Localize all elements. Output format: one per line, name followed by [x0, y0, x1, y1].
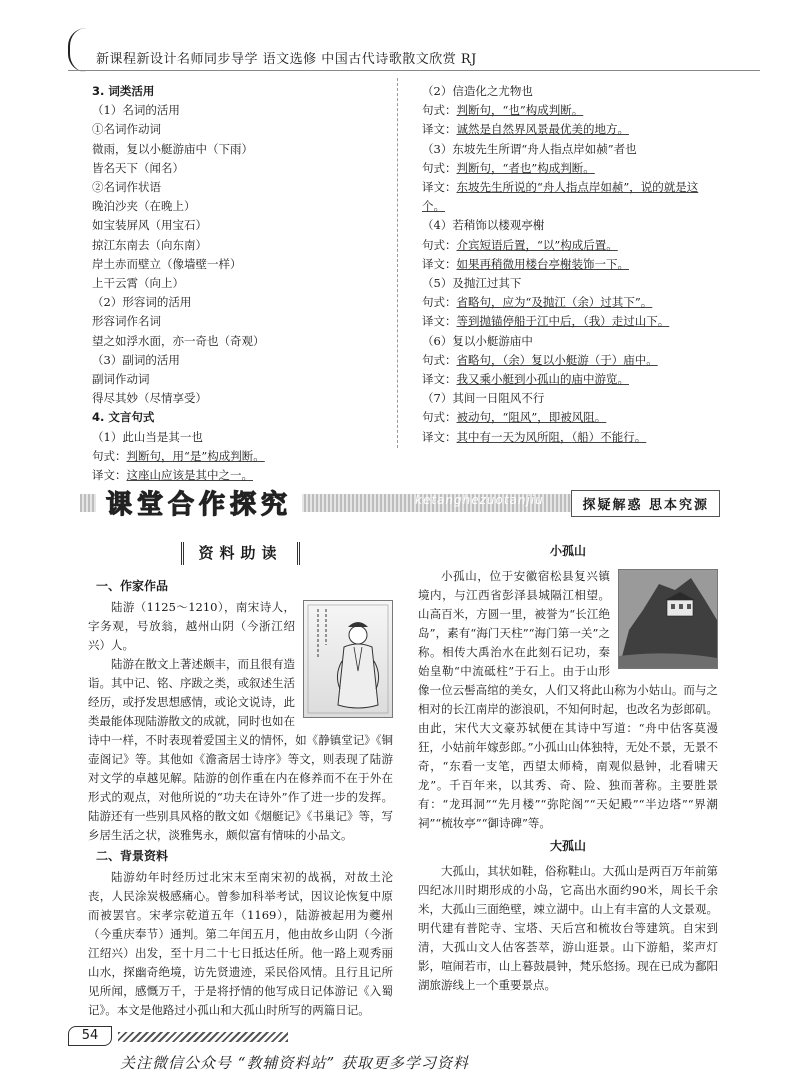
note-line: 上干云霄（向上） [92, 276, 184, 291]
materials-column-left [88, 538, 393, 1020]
note-line: 形容词作名词 [92, 314, 161, 329]
note-answer-label: 译文： [422, 256, 457, 271]
note-answer-label: 句式： [422, 410, 457, 425]
materials-box-title [88, 542, 393, 565]
paragraph: 陆游（1125～1210），南宋诗人，字务观，号放翁，越州山阴（今浙江绍兴）人。 [88, 600, 295, 652]
mountain-photo-icon [619, 570, 717, 668]
note-answer-label: 句式： [422, 103, 457, 118]
note-answer-line [418, 428, 718, 447]
footer-wechat-note: 关注微信公众号 “教辅资料站” 获取更多学习资料 [120, 1054, 469, 1072]
note-answer-line [418, 159, 718, 178]
banner-pinyin: ketanghezuotanjiu [415, 493, 544, 507]
paragraph: 大孤山，其状如鞋，俗称鞋山。大孤山是两百万年前第四纪冰川时期形成的小岛，它高出水面约90米，周长千余米，大孤山三面绝壁，竦立湖中。山上有丰富的人文景观。明代建有普陀寺、宝塔、天后宫和梳妆台等建筑。自宋到清，大孤山文人估客荟萃，游山逛景。山下游船，桨声灯影，喧闹若市，山上暮鼓晨钟，梵乐悠扬。现在已成为鄱阳湖旅游线上一个重要景点。 [418, 864, 718, 992]
note-heading: 4. 文言句式 [92, 410, 155, 425]
note-answer-text: 被动句，“阻风”，即被风阻。 [456, 410, 607, 425]
note-answer-line [418, 351, 718, 370]
note-answer-label: 译文： [422, 314, 457, 329]
banner-title: 课堂合作探究 [96, 482, 302, 523]
note-answer-text: 诚然是自然界风景最优美的地方。 [456, 122, 629, 137]
note-answer-line [418, 255, 718, 274]
header-title: 新课程新设计名师同步导学 语文选修 中国古代诗歌散文欣赏 RJ [96, 52, 477, 67]
footer-stripe-decoration [118, 1032, 288, 1042]
note-answer-line [418, 370, 718, 389]
section-heading-author: 一、作家作品 [96, 579, 169, 593]
note-line: （1）名词的活用 [92, 103, 180, 118]
note-line: 晚泊沙夹（在晚上） [92, 199, 196, 214]
note-line: 如宝装屏风（用宝石） [92, 218, 207, 233]
page-number: 54 [68, 1026, 112, 1046]
note-answer-label: 译文： [422, 429, 457, 444]
materials-column-right [418, 538, 718, 995]
header-brace-decoration [68, 28, 90, 72]
note-answer-label: 句式： [422, 237, 457, 252]
note-answer-label: 句式： [422, 295, 457, 310]
note-answer-text: 我又乘小艇到小孤山的庙中游览。 [456, 372, 629, 387]
note-answer-text: 东坡先生所说的“舟人指点岸如赪”，说的就是这个。 [422, 180, 699, 214]
paragraph: 陆游幼年时经历过北宋末至南宋初的战祸，对故土沦丧，人民涂炭极感痛心。曾参加科举考试，因议论恢复中原而被罢官。宋孝宗乾道五年（1169），陆游被起用为夔州（今重庆奉节）通判。第二年闰五月，他由故乡山阴（今浙江绍兴）出发，至十月二十七日抵达任所。他一路上观秀丽山水，探幽奇绝境，访先贤遗迹，采民俗风情。且行且记所见所闻，感慨万千，于是将抒情的他写成日记体游记《入蜀记》。本文是他路过小孤山和大孤山时所写的两篇日记。 [88, 870, 393, 1017]
note-line: （4）若稍饰以楼观亭榭 [422, 218, 545, 233]
note-answer-line [418, 120, 718, 139]
note-answer-line [418, 178, 718, 216]
note-answer-text: 判断句，“也”构成判断。 [456, 103, 584, 118]
section-banner [80, 480, 720, 524]
portrait-figure-icon [304, 601, 392, 717]
small-gu-mountain-photo [618, 569, 718, 669]
note-answer-text: 省略句，（余）复以小艇游（于）庙中。 [456, 352, 658, 367]
banner-tag: 探疑解惑 思本究源 [571, 490, 720, 517]
column-divider [397, 78, 398, 448]
note-answer-text: 如果再稍微用楼台亭榭装饰一下。 [456, 256, 629, 271]
materials-box-title-text: 资料助读 [181, 542, 299, 565]
note-line: 皆名天下（闻名） [92, 160, 184, 175]
note-answer-text: 等到抛锚停船于江中后，（我）走过山下。 [456, 314, 670, 329]
background-paragraphs [88, 868, 393, 1020]
note-line: 副词作动词 [92, 372, 150, 387]
lu-you-portrait [303, 600, 393, 718]
note-answer-text: 省略句，应为“及抛江（余）过其下”。 [456, 295, 653, 310]
note-line: （3）副词的活用 [92, 352, 180, 367]
note-answer-label: 句式： [92, 448, 127, 463]
note-heading: 3. 词类活用 [92, 84, 155, 98]
note-answer-text: 这座山应该是其中之一。 [126, 468, 253, 483]
note-answer-line [88, 447, 388, 466]
note-answer-label: 译文： [422, 180, 457, 195]
notes-column-right [418, 82, 718, 447]
note-answer-line [418, 293, 718, 312]
note-line: ①名词作动词 [92, 122, 161, 137]
header-divider [68, 70, 760, 71]
note-answer-line [418, 312, 718, 331]
big-gu-mountain-paragraphs [418, 862, 718, 995]
page-footer [68, 1026, 728, 1048]
note-line: （5）及抛江过其下 [422, 276, 522, 291]
note-answer-text: 其中有一天为风所阻，（船）不能行。 [456, 429, 647, 444]
page-header [68, 18, 760, 74]
note-answer-text: 判断句，用“是”构成判断。 [126, 448, 265, 463]
note-line: （7）其间一日阻风不行 [422, 391, 545, 406]
note-answer-text: 介宾短语后置，“以”构成后置。 [456, 237, 618, 252]
small-gu-mountain-title: 小孤山 [549, 544, 586, 558]
paragraph: 陆游在散文上著述颇丰，而且很有造诣。其中记、铭、序跋之类，或叙述生活经历，或抒发思想感情，或论文说诗，此类最能体现陆游散文的成就，同时也如在诗中一样，不时表现着爱国主义的情怀，如《静镇堂记》《铜壶阁记》等。其他如《澹斋居士诗序》等文，则表现了陆游对文学的卓越见解。陆游的创作重在内在修养而不在于外在形式的观点，对他所说的“功夫在诗外”作了进一步的发挥。陆游还有一些别具风格的散文如《烟艇记》《书巢记》等，写乡居生活之状，淡雅隽永，颇似富有情味的小品文。 [88, 657, 393, 842]
note-answer-line [418, 408, 718, 427]
note-line: （6）复以小艇游庙中 [422, 333, 533, 348]
note-line: 望之如浮水面，亦一奇也（奇观） [92, 333, 265, 348]
note-answer-label: 译文： [422, 122, 457, 137]
note-answer-line [418, 101, 718, 120]
note-answer-label: 译文： [422, 372, 457, 387]
note-line: 得尽其妙（尽情享受） [92, 391, 207, 406]
note-line: （3）东坡先生所谓“舟人指点岸如赪”者也 [422, 141, 637, 156]
note-line: ②名词作状语 [92, 180, 161, 195]
note-answer-line [418, 236, 718, 255]
note-line: 掠江东南去（向东南） [92, 237, 207, 252]
notes-column-left [88, 82, 388, 485]
big-gu-mountain-title: 大孤山 [549, 839, 586, 853]
note-answer-label: 句式： [422, 160, 457, 175]
note-line: 岸土赤而壁立（像墙壁一样） [92, 256, 242, 271]
note-answer-label: 句式： [422, 352, 457, 367]
note-answer-label: 译文： [92, 468, 127, 483]
note-line: 微雨，复以小艇游庙中（下雨） [92, 141, 253, 156]
note-line: （1）此山当是其一也 [92, 429, 203, 444]
section-heading-background: 二、背景资料 [96, 849, 169, 863]
note-answer-text: 判断句，“者也”构成判断。 [456, 160, 595, 175]
note-line: （2）信造化之尤物也 [422, 84, 533, 98]
note-line: （2）形容词的活用 [92, 295, 192, 310]
paragraph: 小孤山，位于安徽宿松县复兴镇境内，与江西省彭泽县城隔江相望。山高百米，方圆一里，被誉为“长江绝岛”，素有“海门天柱”“海门第一关”之称。相传大禹治水在此刻石记功，秦始皇勒“中流砥柱”于石上。由于山形像一位云髻高绾的美女，人们又将此山称为小姑山。而与之相对的长江南岸的澎浪矶，不知何时起，也改名为彭郎矶。由此，宋代大文豪苏轼便在其诗中写道：“舟中估客莫漫狂，小姑前年嫁彭郎。”小孤山山体独特，无处不景，无景不奇，“东看一支笔，西望太师椅，南观似悬钟，北看啸天龙”。千百年来，以其秀、奇、险、独而著称。主要胜景有：“龙珥洞”“先月楼”“弥陀阁”“天妃殿”“半边塔”“界潮祠”“梳妆亭”“御诗碑”等。 [418, 569, 718, 830]
